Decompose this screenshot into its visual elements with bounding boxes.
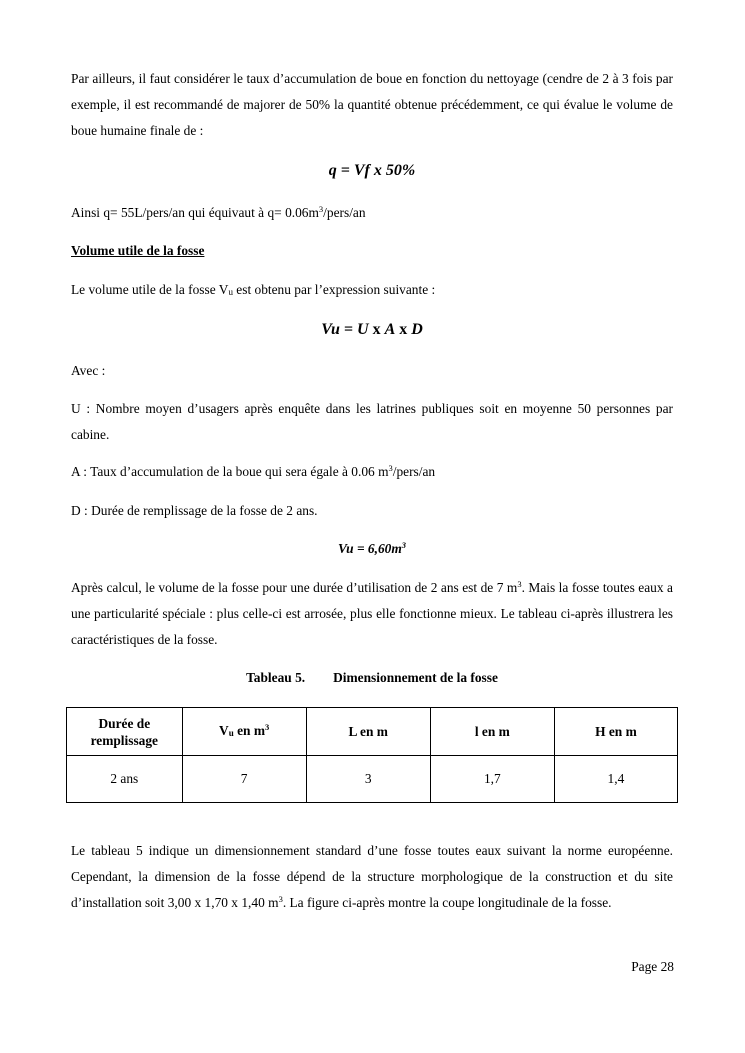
paragraph-volume-utile: Le volume utile de la fosse Vu est obtenu par l’expression suivante : xyxy=(71,282,436,297)
cell-hauteur: 1,4 xyxy=(554,756,677,803)
table-header-row xyxy=(67,708,678,756)
header-largeur: l en m xyxy=(430,708,554,756)
header-duree: Durée de remplissage xyxy=(67,708,183,756)
paragraph-calcul: Après calcul, le volume de la fosse pour une durée d’utilisation de 2 ans est de 7 $m^3$. Mais la fosse toutes eaux a une particularité spéciale : plus celle-ci est arrosée, plus elle fonctionne mieux. Le tableau ci-après illustrera les caractéristiques de la fosse. xyxy=(71,579,674,647)
paragraph-accumulation: Par ailleurs, il faut considérer le taux d’accumulation de boue en fonction du nettoyage (cendre de 2 à 3 fois par exemple, il est recommandé de majorer de 50% la quantité obtenue précédemment, ce qui évalue le volume de boue humaine finale de : xyxy=(71,71,673,138)
paragraph-q-value: Ainsi q= 55L/pers/an qui équivaut à $q= 0.06m^3/pers/an$ xyxy=(71,204,366,220)
header-hauteur: H en m xyxy=(554,708,677,756)
page-number: Page 28 xyxy=(631,959,674,974)
definition-a: A : Taux d’accumulation de la boue qui sera égale à 0.06 $m^3/pers/an$ xyxy=(71,463,436,479)
definition-u: U : Nombre moyen d’usagers après enquête dans les latrines publiques soit en moyenne 50 personnes par cabine. xyxy=(71,401,673,442)
cell-largeur: 1,7 xyxy=(430,756,554,803)
table-row xyxy=(67,756,678,803)
formula-q: q = Vf x 50% xyxy=(328,162,416,179)
cell-longueur: 3 xyxy=(306,756,430,803)
cell-vu: 7 xyxy=(182,756,306,803)
header-vu: Vu en $m^3$ xyxy=(182,708,306,756)
formula-vu: Vu = U x A x D xyxy=(321,321,423,338)
header-longueur: L en m xyxy=(306,708,430,756)
section-heading-volume-utile: Volume utile de la fosse xyxy=(71,243,205,258)
label-avec: Avec : xyxy=(71,363,106,378)
result-vu: $Vu = 6,60m^3$ xyxy=(337,540,407,556)
paragraph-norme: Le tableau 5 indique un dimensionnement standard d’une fosse toutes eaux suivant la norme européenne. Cependant, la dimension de la fosse dépend de la structure morphologique de la construction et du site d’installation soit 3,00 x 1,70 x 1,40 $m^3$. La figure ci-après montre la coupe longitudinale de la fosse. xyxy=(71,843,673,910)
dimension-table xyxy=(66,707,678,803)
table-caption: Tableau 5. Dimensionnement de la fosse xyxy=(246,670,498,685)
cell-duree: 2 ans xyxy=(67,756,183,803)
definition-d: D : Durée de remplissage de la fosse de 2 ans. xyxy=(71,503,318,518)
